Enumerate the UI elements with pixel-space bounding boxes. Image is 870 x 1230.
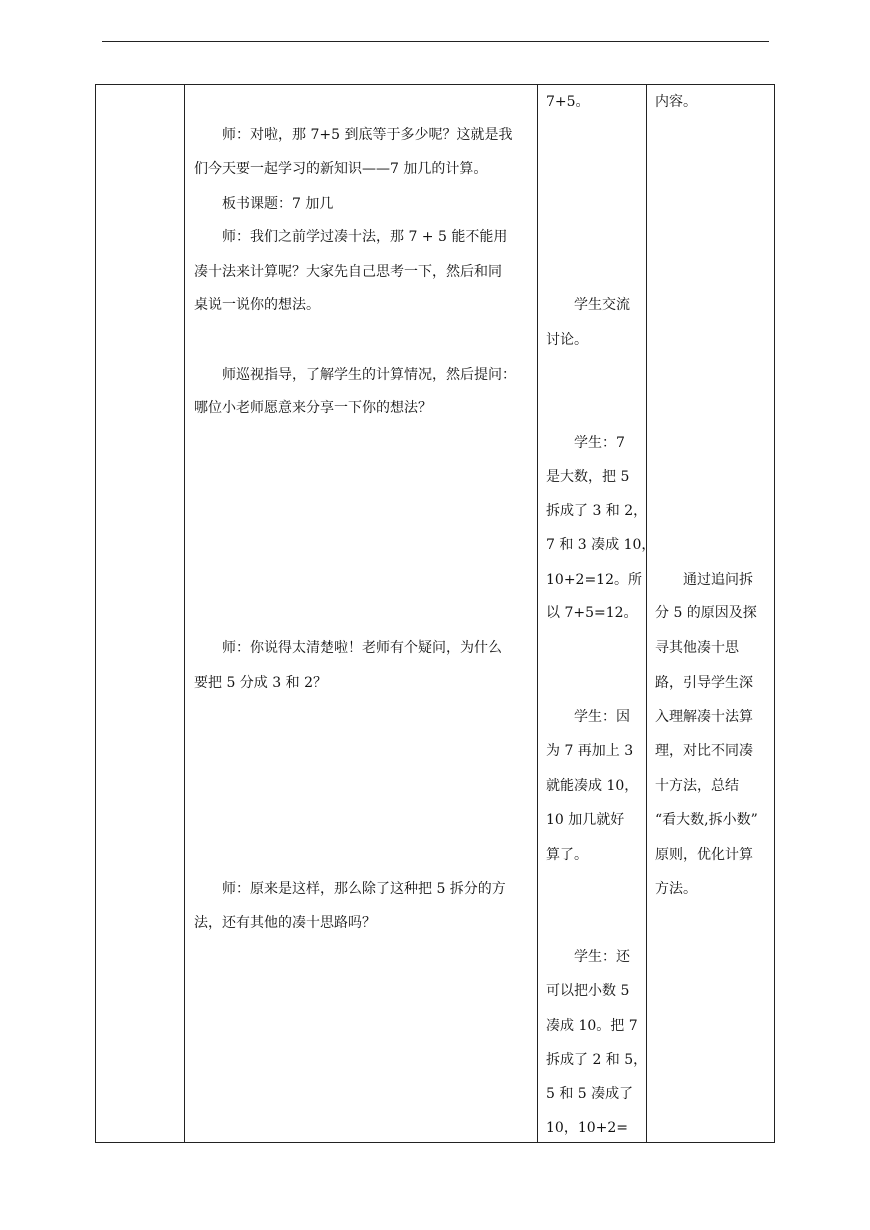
teacher-line: 法，还有其他的凑十思路吗？ [194,915,376,931]
student-line: 5 和 5 凑成了 [546,1086,634,1102]
teacher-line: 师：对啦，那 7+5 到底等于多少呢？这就是我 [222,127,513,143]
student-line: 7+5。 [546,94,590,110]
intent-line: 理，对比不同凑 [655,743,753,759]
teacher-line: 师：我们之前学过凑十法，那 7 + 5 能不能用 [222,229,508,245]
teacher-line: 师巡视指导，了解学生的计算情况，然后提问： [222,367,516,383]
intent-line: 分 5 的原因及探 [655,605,757,621]
intent-line: 原则，优化计算 [655,847,753,863]
column-teacher-activity [185,85,538,1142]
student-line: 拆成了 2 和 5， [546,1052,648,1068]
teacher-line: 师：原来是这样，那么除了这种把 5 拆分的方 [222,881,506,897]
student-line: 算了。 [546,847,588,863]
student-line: 凑成 10。把 7 [546,1018,638,1034]
student-line: 学生：7 [574,435,625,451]
header-rule [102,41,769,42]
column-section [96,85,185,1142]
teacher-line: 师：你说得太清楚啦！老师有个疑问，为什么 [222,640,502,656]
teacher-line: 哪位小老师愿意来分享一下你的想法？ [194,400,432,416]
lesson-table [95,84,775,1143]
student-line: 就能凑成 10， [546,778,639,794]
student-line: 可以把小数 5 [546,983,630,999]
student-line: 讨论。 [546,332,588,348]
intent-line: 通过追问拆 [683,572,753,588]
student-line: 为 7 再加上 3 [546,743,634,759]
teacher-line: 板书课题：7 加几 [222,196,334,212]
student-line: 10 加几就好 [546,812,625,828]
student-line: 10，10+2= [546,1120,628,1136]
intent-line: 入理解凑十法算 [655,709,753,725]
intent-line: 路，引导学生深 [655,675,753,691]
student-line: 是大数，把 5 [546,469,630,485]
intent-line: 内容。 [655,94,697,110]
student-line: 拆成了 3 和 2， [546,503,648,519]
student-line: 学生：因 [574,709,630,725]
intent-line: 寻其他凑十思 [655,640,739,656]
intent-line: 方法。 [655,881,697,897]
intent-line: “看大数,拆小数” [655,812,758,828]
teacher-line: 们今天要一起学习的新知识——7 加几的计算。 [194,161,488,177]
intent-line: 十方法，总结 [655,778,739,794]
student-line: 7 和 3 凑成 10， [546,537,656,553]
teacher-line: 要把 5 分成 3 和 2？ [194,675,327,691]
student-line: 学生交流 [574,297,630,313]
column-student-activity [538,85,656,1142]
student-line: 10+2=12。所 [546,572,642,588]
teacher-line: 凑十法来计算呢？大家先自己思考一下，然后和同 [194,264,502,280]
student-line: 以 7+5=12。 [546,605,638,621]
student-line: 学生：还 [574,949,630,965]
column-design-intent [647,85,775,1142]
teacher-line: 桌说一说你的想法。 [194,297,320,313]
